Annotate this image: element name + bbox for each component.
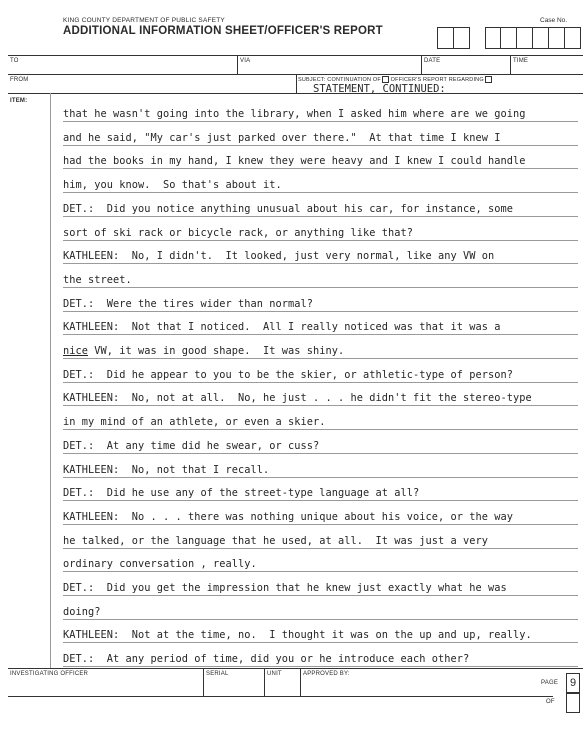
subject-value: STATEMENT, CONTINUED: xyxy=(313,83,446,95)
report-line: DET.: At any time did he swear, or cuss? xyxy=(63,439,320,452)
report-line: ordinary conversation , really. xyxy=(63,558,257,571)
report-line: he talked, or the language that he used, at all. It was just a very xyxy=(63,534,488,547)
report-line: DET.: Did he use any of the street-type language at all? xyxy=(63,487,420,500)
ruled-line xyxy=(63,619,578,620)
case-no-label: Case No. xyxy=(540,17,568,24)
ruled-line xyxy=(63,240,578,241)
ruled-line xyxy=(63,311,578,312)
report-line: doing? xyxy=(63,605,101,618)
ruled-line xyxy=(63,287,578,288)
report-line: DET.: Did you get the impression that he knew just exactly what he was xyxy=(63,582,507,594)
report-line: sort of ski rack or bicycle rack, or anything like that? xyxy=(63,226,413,239)
report-line: nice VW, it was in good shape. It was shiny. xyxy=(63,345,345,357)
ruled-line xyxy=(63,429,578,430)
report-line: in my mind of an athlete, or even a skier. xyxy=(63,416,326,429)
report-line: KATHLEEN: No, not at all. No, he just . . . he didn't fit the stereo-type xyxy=(63,392,532,405)
report-line: KATHLEEN: No . . . there was nothing unique about his voice, or the way xyxy=(63,510,513,523)
ruled-line xyxy=(63,642,578,643)
via-label: VIA xyxy=(240,58,251,64)
ruled-line xyxy=(63,358,578,359)
report-line: and he said, "My car's just parked over there." At that time I knew I xyxy=(63,131,501,144)
page-number: 9 xyxy=(566,673,580,693)
of-label: OF xyxy=(546,699,555,705)
ruled-line xyxy=(63,382,578,383)
ruled-line xyxy=(63,595,578,596)
report-line: DET.: Did he appear to you to be the skier, or athletic-type of person? xyxy=(63,368,513,381)
investigating-officer-label: INVESTIGATING OFFICER xyxy=(10,671,89,677)
regarding-checkbox[interactable] xyxy=(485,76,492,83)
report-line: him, you know. So that's about it. xyxy=(63,179,282,192)
ruled-line xyxy=(63,405,578,406)
ruled-line xyxy=(63,571,578,572)
to-label: TO xyxy=(10,58,19,64)
approved-by-label: APPROVED BY: xyxy=(303,671,350,677)
ruled-line xyxy=(63,168,578,169)
report-line: DET.: Were the tires wider than normal? xyxy=(63,297,313,310)
item-label: ITEM: xyxy=(10,98,28,104)
form-title: ADDITIONAL INFORMATION SHEET/OFFICER'S REPORT xyxy=(63,25,383,37)
report-line: KATHLEEN: Not that I noticed. All I really noticed was that it was a xyxy=(63,321,501,334)
page-label: PAGE xyxy=(541,680,559,686)
from-label: FROM xyxy=(10,77,29,83)
subject-label: SUBJECT: CONTINUATION OF OFFICER'S REPORT REGARDING xyxy=(298,76,492,83)
report-line: DET.: Did you notice anything unusual about his car, for instance, some xyxy=(63,202,513,215)
report-line: that he wasn't going into the library, when I asked him where are we going xyxy=(63,108,526,120)
ruled-line xyxy=(63,216,578,217)
ruled-line xyxy=(63,263,578,264)
ruled-line xyxy=(63,548,578,549)
report-line: DET.: At any period of time, did you or he introduce each other? xyxy=(63,653,470,666)
ruled-line xyxy=(63,666,578,667)
total-pages-box xyxy=(566,693,580,713)
report-line: had the books in my hand, I knew they were heavy and I knew I could handle xyxy=(63,155,526,168)
department-name: KING COUNTY DEPARTMENT OF PUBLIC SAFETY xyxy=(63,17,225,24)
serial-label: SERIAL xyxy=(206,671,229,677)
ruled-line xyxy=(63,453,578,454)
ruled-line xyxy=(63,121,578,122)
report-line: KATHLEEN: No, I didn't. It looked, just very normal, like any VW on xyxy=(63,250,495,263)
report-line: KATHLEEN: Not at the time, no. I thought it was on the up and up, really. xyxy=(63,629,532,642)
ruled-line xyxy=(63,477,578,478)
continuation-checkbox[interactable] xyxy=(382,76,389,83)
report-line: KATHLEEN: No, not that I recall. xyxy=(63,463,270,476)
time-label: TIME xyxy=(513,58,529,64)
unit-label: UNIT xyxy=(267,671,282,677)
ruled-line xyxy=(63,145,578,146)
ruled-line xyxy=(63,500,578,501)
date-label: DATE xyxy=(424,58,441,64)
ruled-line xyxy=(63,334,578,335)
report-line: the street. xyxy=(63,273,132,286)
ruled-line xyxy=(63,192,578,193)
ruled-line xyxy=(63,524,578,525)
